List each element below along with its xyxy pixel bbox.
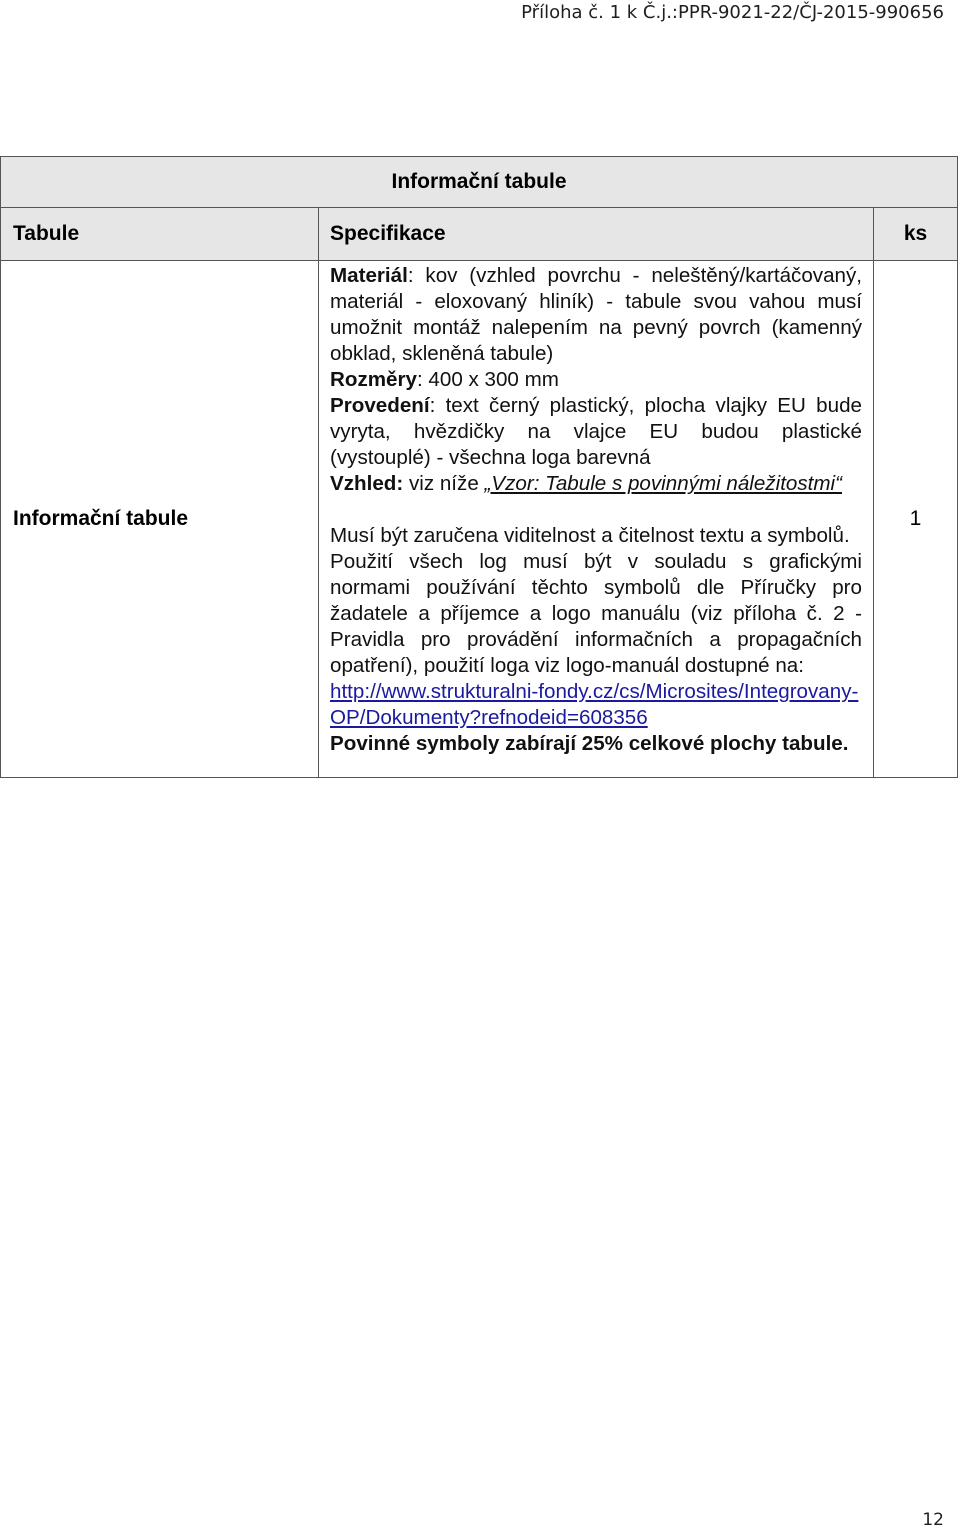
mandatory-symbols-paragraph: [330, 731, 862, 757]
execution-paragraph: [330, 393, 862, 471]
column-header-specifikace: Specifikace: [319, 208, 874, 261]
execution-label: Provedení: [330, 394, 430, 417]
specification-table: [0, 156, 958, 778]
logo-usage-text: Použití všech log musí být v souladu s grafickými normami používání těchto symbolů dle Příručky pro žadatele a příjemce a logo manuálu (viz příloha č. 2 - Pravidla pro provádění informačních a propagačních opatření), použití loga viz logo-manuál dostupné na:: [330, 550, 862, 677]
mandatory-symbols-text: Povinné symboly zabírají 25% celkové plochy tabule.: [330, 732, 849, 755]
specification-text: [330, 263, 862, 757]
logo-usage-paragraph: [330, 549, 862, 731]
table-row: [1, 261, 958, 778]
specification-cell: [319, 261, 874, 778]
appearance-reference: „Vzor: Tabule s povinnými náležitostmi“: [484, 472, 842, 495]
table-title: Informační tabule: [1, 157, 958, 208]
material-text: : kov (vzhled povrchu - neleštěný/kartáčovaný, materiál - eloxovaný hliník) - tabule svou vahou musí umožnit montáž nalepením na pevný povrch (kamenný obklad, skleněná tabule): [330, 264, 862, 365]
appearance-paragraph: [330, 471, 862, 497]
item-name: Informační tabule: [1, 261, 319, 778]
material-label: Materiál: [330, 264, 408, 287]
dimensions-label: Rozměry: [330, 368, 417, 391]
page-header: Příloha č. 1 k Č.j.:PPR-9021-22/ČJ-2015-990656: [521, 2, 944, 23]
logo-manual-link[interactable]: http://www.strukturalni-fondy.cz/cs/Microsites/Integrovany-OP/Dokumenty?refnodeid=608356: [330, 680, 859, 729]
visibility-paragraph: Musí být zaručena viditelnost a čitelnost textu a symbolů.: [330, 524, 850, 547]
appearance-label: Vzhled:: [330, 472, 404, 495]
page-number: 12: [922, 1510, 944, 1530]
item-quantity: 1: [874, 261, 958, 778]
dimensions-paragraph: [330, 367, 862, 393]
material-paragraph: [330, 263, 862, 367]
execution-text: : text černý plastický, plocha vlajky EU bude vyryta, hvězdičky na vlajce EU budou plastické (vystouplé) - všechna loga barevná: [330, 394, 862, 469]
dimensions-text: : 400 x 300 mm: [416, 368, 559, 391]
column-header-tabule: Tabule: [1, 208, 319, 261]
appearance-text: viz níže: [403, 472, 485, 495]
column-header-ks: ks: [874, 208, 958, 261]
